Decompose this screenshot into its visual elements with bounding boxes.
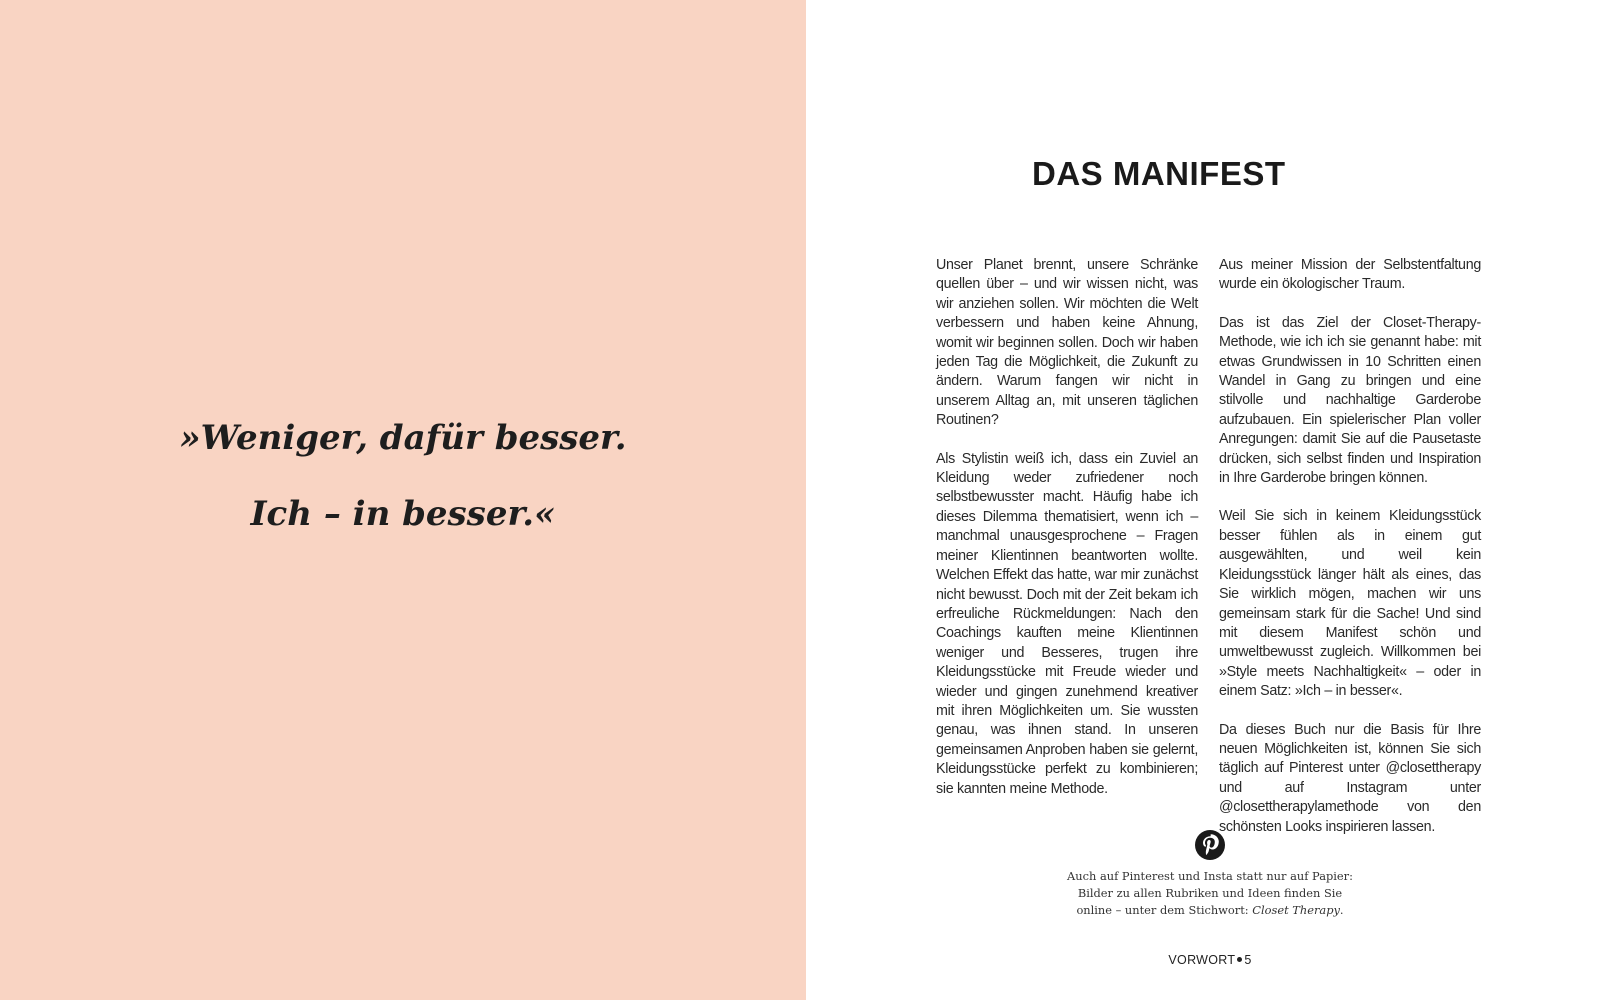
note-keyword: Closet Therapy	[1252, 903, 1340, 917]
paragraph: Als Stylistin weiß ich, dass ein Zuviel an Kleidung weder zufriedener noch selbstbewusster macht. Häufig habe ich dieses Dilemma thematisiert, wenn ich – manchmal unausgesprochene – Fragen meiner Klientinnen beantworten wollte. Welchen Effekt das hatte, war mir zunächst nicht bewusst. Doch mit der Zeit bekam ich erfreuliche Rückmeldungen: Nach den Coachings kauften meine Klientinnen weniger und Besseres, trugen ihre Kleidungsstücke mit Freude wieder und wieder und gingen zunehmend kreativer mit ihren Möglichkeiten um. Sie wussten genau, was ihnen stand. In unseren gemeinsamen Anproben haben sie gelernt, Kleidungsstücke perfekt zu kombinieren; sie kannten meine Methode.	[936, 450, 1198, 797]
note-line-2: Bilder zu allen Rubriken und Ideen finden Sie	[1077, 886, 1343, 900]
folio-label: VORWORT	[1168, 953, 1236, 967]
paragraph: Aus meiner Mission der Selbstentfaltung wurde ein ökologischer Traum.	[1219, 257, 1481, 293]
paragraph: Da dieses Buch nur die Basis für Ihre neuen Möglichkeiten ist, können Sie sich täglich auf Pinterest unter @closettherapy und auf Instagram unter @closettherapylamethode von den schönsten Looks inspirieren lassen.	[1219, 721, 1481, 835]
text-column-2	[1219, 256, 1481, 856]
quote-line-1: »Weniger, dafür besser.	[179, 418, 627, 458]
note-line-3-prefix: online – unter dem Stichwort:	[1076, 903, 1253, 917]
note-line-3-suffix: .	[1339, 903, 1344, 917]
paragraph: Weil Sie sich in keinem Kleidungsstück besser fühlen als in einem gut ausgewählten, und weil kein Kleidungsstück länger hält als eines, das Sie wirklich mögen, machen wir uns gemeinsam stark für die Sache! Und sind mit diesem Manifest schön und umweltbewusst zugleich. Willkommen bei »Style meets Nachhaltigkeit« – oder in einem Satz: »Ich – in besser«.	[1219, 508, 1481, 700]
quote-line-2: Ich – in besser.«	[250, 494, 556, 534]
paragraph: Das ist das Ziel der Closet-Therapy-Methode, wie ich ich sie genannt habe: mit etwas Grundwissen in 10 Schritten einen Wandel in Gang zu bringen und eine stilvolle und nachhaltige Garderobe aufzubauen. Ein spielerischer Plan voller Anregungen: damit Sie auf die Pausetaste drücken, sich selbst finden und Inspiration in Ihre Garderobe bringen können.	[1219, 314, 1481, 487]
page-folio	[1006, 953, 1414, 967]
page-title: DAS MANIFEST	[1032, 155, 1286, 192]
note-line-1: Auch auf Pinterest und Insta statt nur auf Papier:	[1067, 869, 1353, 883]
folio-number: 5	[1244, 953, 1252, 967]
paragraph: Unser Planet brennt, unsere Schränke quellen über – und wir wissen nicht, was wir anziehen sollen. Wir möchten die Welt verbessern und haben keine Ahnung, womit wir beginnen sollen. Doch wir haben jeden Tag die Möglichkeit, die Zukunft zu ändern. Warum fangen wir nicht in unserem Alltag an, mit unseren täglichen Routinen?	[936, 257, 1198, 429]
pinterest-icon	[1195, 830, 1225, 860]
pinterest-note	[1006, 868, 1414, 919]
folio-dot	[1237, 957, 1242, 962]
right-page	[806, 0, 1609, 1000]
text-column-1	[936, 256, 1198, 818]
